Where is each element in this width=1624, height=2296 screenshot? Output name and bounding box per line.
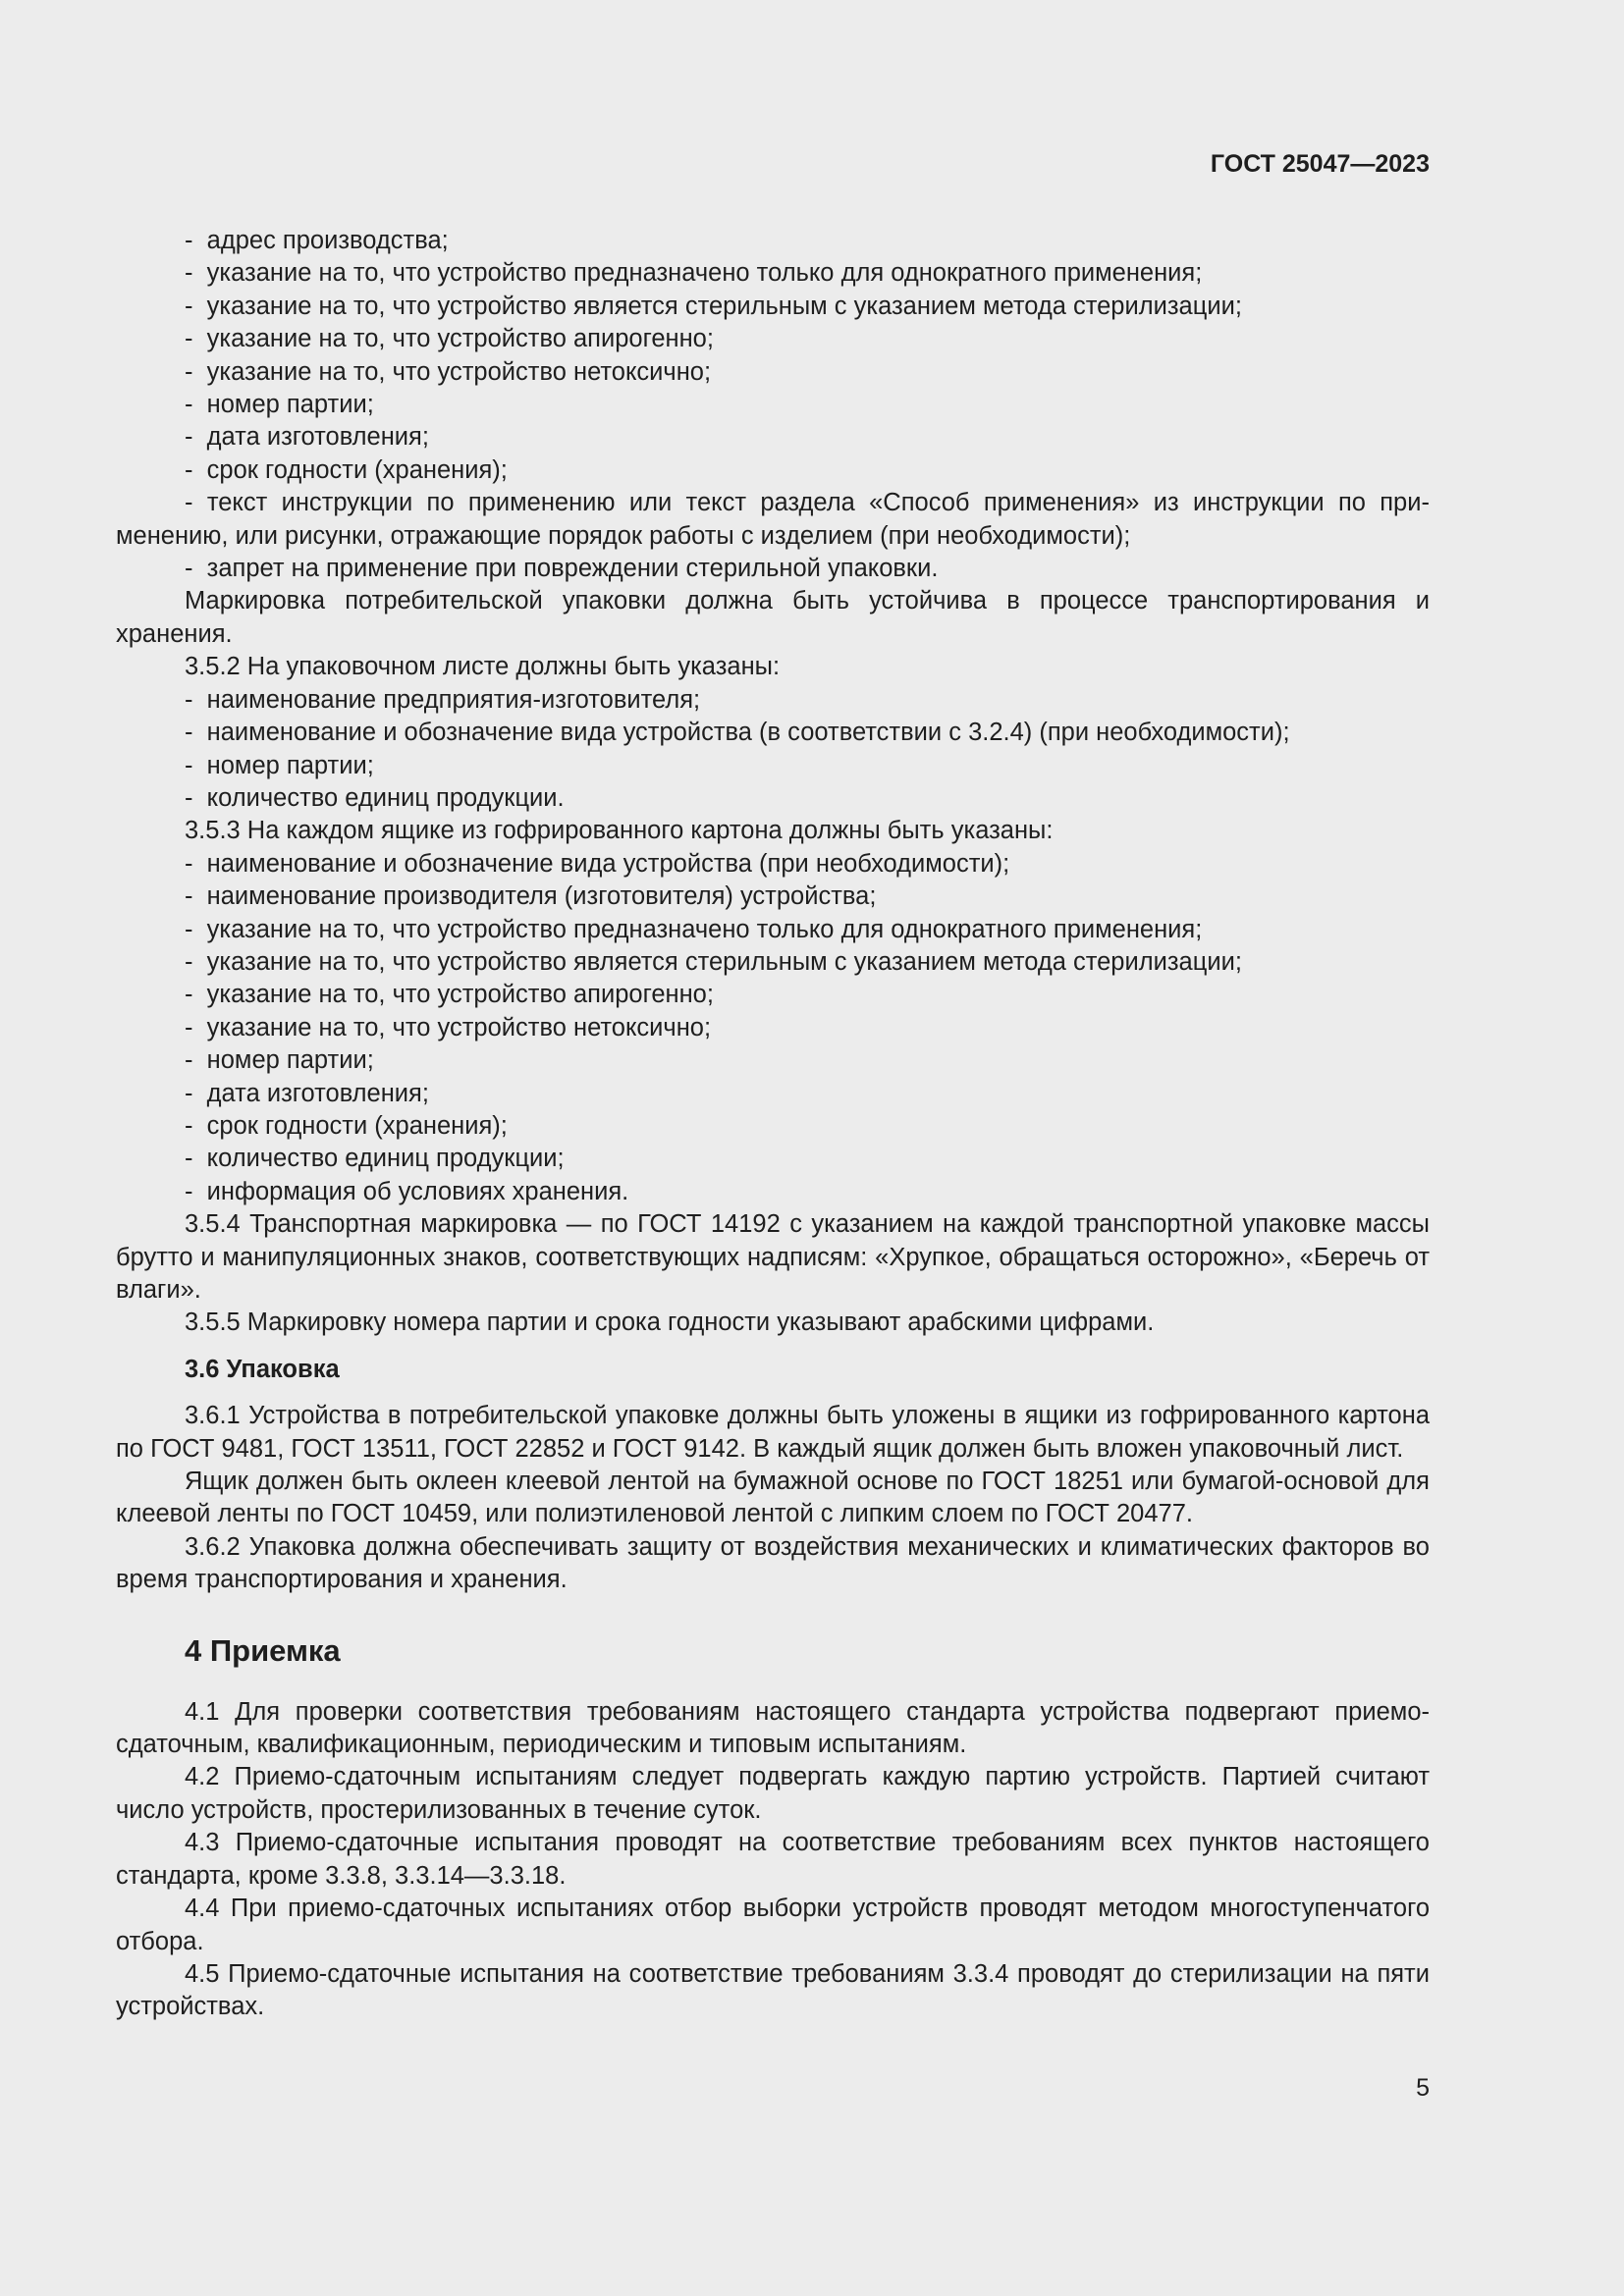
list-item: - указание на то, что устройство нетоксично; (116, 1012, 1430, 1044)
document-body (116, 225, 1430, 2024)
list-item: - адрес производства; (116, 225, 1430, 257)
section-heading: 4 Приемка (185, 1632, 341, 1668)
paragraph: 3.6.2 Упаковка должна обеспечивать защиту от воздействия механических и климатических факторов во время транспортирования и хранения. (116, 1532, 1430, 1594)
list-item: - срок годности (хранения); (116, 454, 1430, 487)
paragraph: 4.2 Приемо-сдаточным испытаниям следует подвергать каждую партию устройств. Партией считают число устройств, простерилизованных в течение суток. (116, 1763, 1430, 1824)
paragraph: 3.5.5 Маркировку номера партии и срока годности указывают арабскими цифрами. (185, 1308, 1155, 1337)
paragraph: 3.5.4 Транспортная маркировка — по ГОСТ 14192 с указанием на каждой транспортной упаковке массы брутто и манипуляционных знаков, соответствующих надписям: «Хрупкое, обращаться осторожно», «Беречь от влаги». (116, 1210, 1430, 1304)
list-item: - указание на то, что устройство является стерильным с указанием метода стерилизации; (116, 291, 1430, 323)
list-item: - указание на то, что устройство апирогенно; (116, 323, 1430, 355)
paragraph: Маркировка потребительской упаковки должна быть устойчива в процессе транспортирования и хранения. (116, 587, 1430, 648)
list-item: - указание на то, что устройство предназначено только для однократного применения; (116, 257, 1430, 290)
paragraph: 3.5.3 На каждом ящике из гофрированного картона должны быть указаны: (185, 817, 1054, 845)
list-item: - дата изготовления; (116, 1078, 1430, 1110)
list-item: - указание на то, что устройство нетоксично; (116, 356, 1430, 389)
paragraph: 4.3 Приемо-сдаточные испытания проводят на соответствие требованиям всех пунктов настоящего стандарта, кроме 3.3.8, 3.3.14—3.3.18. (116, 1829, 1430, 1890)
list-item: - указание на то, что устройство предназначено только для однократного применения; (116, 914, 1430, 946)
list-item: - наименование производителя (изготовителя) устройства; (116, 881, 1430, 913)
page-number: 5 (1416, 2074, 1430, 2102)
list-item: - текст инструкции по применению или текст раздела «Способ применения» из инструкции по применению, или рисунки, отражающие порядок работы с изделием (при необходимости); (116, 489, 1430, 550)
list-item: - информация об условиях хранения. (116, 1176, 1430, 1208)
list-item: - запрет на применение при повреждении стерильной упаковки. (116, 553, 1430, 585)
list-item: - дата изготовления; (116, 421, 1430, 454)
list-item: - наименование и обозначение вида устройства (при необходимости); (116, 848, 1430, 881)
list-item: - срок годности (хранения); (116, 1110, 1430, 1143)
document-header: ГОСТ 25047—2023 (1210, 150, 1430, 178)
list-item: - указание на то, что устройство является стерильным с указанием метода стерилизации; (116, 946, 1430, 979)
list-item: - номер партии; (116, 750, 1430, 782)
paragraph: 4.4 При приемо-сдаточных испытаниях отбор выборки устройств проводят методом многоступенчатого отбора. (116, 1895, 1430, 1955)
paragraph: Ящик должен быть оклеен клеевой лентой на бумажной основе по ГОСТ 18251 или бумагой-основой для клеевой ленты по ГОСТ 10459, или полиэтиленовой лентой с липким слоем по ГОСТ 20477. (116, 1468, 1430, 1528)
list-item: - номер партии; (116, 389, 1430, 421)
list-item: - количество единиц продукции; (116, 1143, 1430, 1175)
paragraph: 4.5 Приемо-сдаточные испытания на соответствие требованиям 3.3.4 проводят до стерилизации на пяти устройствах. (116, 1959, 1430, 2021)
subsection-heading: 3.6 Упаковка (185, 1355, 340, 1383)
list-item: - количество единиц продукции. (116, 782, 1430, 815)
paragraph: 3.5.2 На упаковочном листе должны быть указаны: (185, 653, 781, 681)
list-item: - номер партии; (116, 1044, 1430, 1077)
list-item: - указание на то, что устройство апирогенно; (116, 979, 1430, 1011)
paragraph: 3.6.1 Устройства в потребительской упаковке должны быть уложены в ящики из гофрированного картона по ГОСТ 9481, ГОСТ 13511, ГОСТ 22852 и ГОСТ 9142. В каждый ящик должен быть вложен упаковочный лист. (116, 1402, 1430, 1463)
paragraph: 4.1 Для проверки соответствия требованиям настоящего стандарта устройства подвергают приемо-сдаточным, квалификационным, периодическим и типовым испытаниям. (116, 1697, 1430, 1759)
list-item: - наименование предприятия-изготовителя; (116, 684, 1430, 717)
list-item: - наименование и обозначение вида устройства (в соответствии с 3.2.4) (при необходимости); (116, 717, 1430, 749)
